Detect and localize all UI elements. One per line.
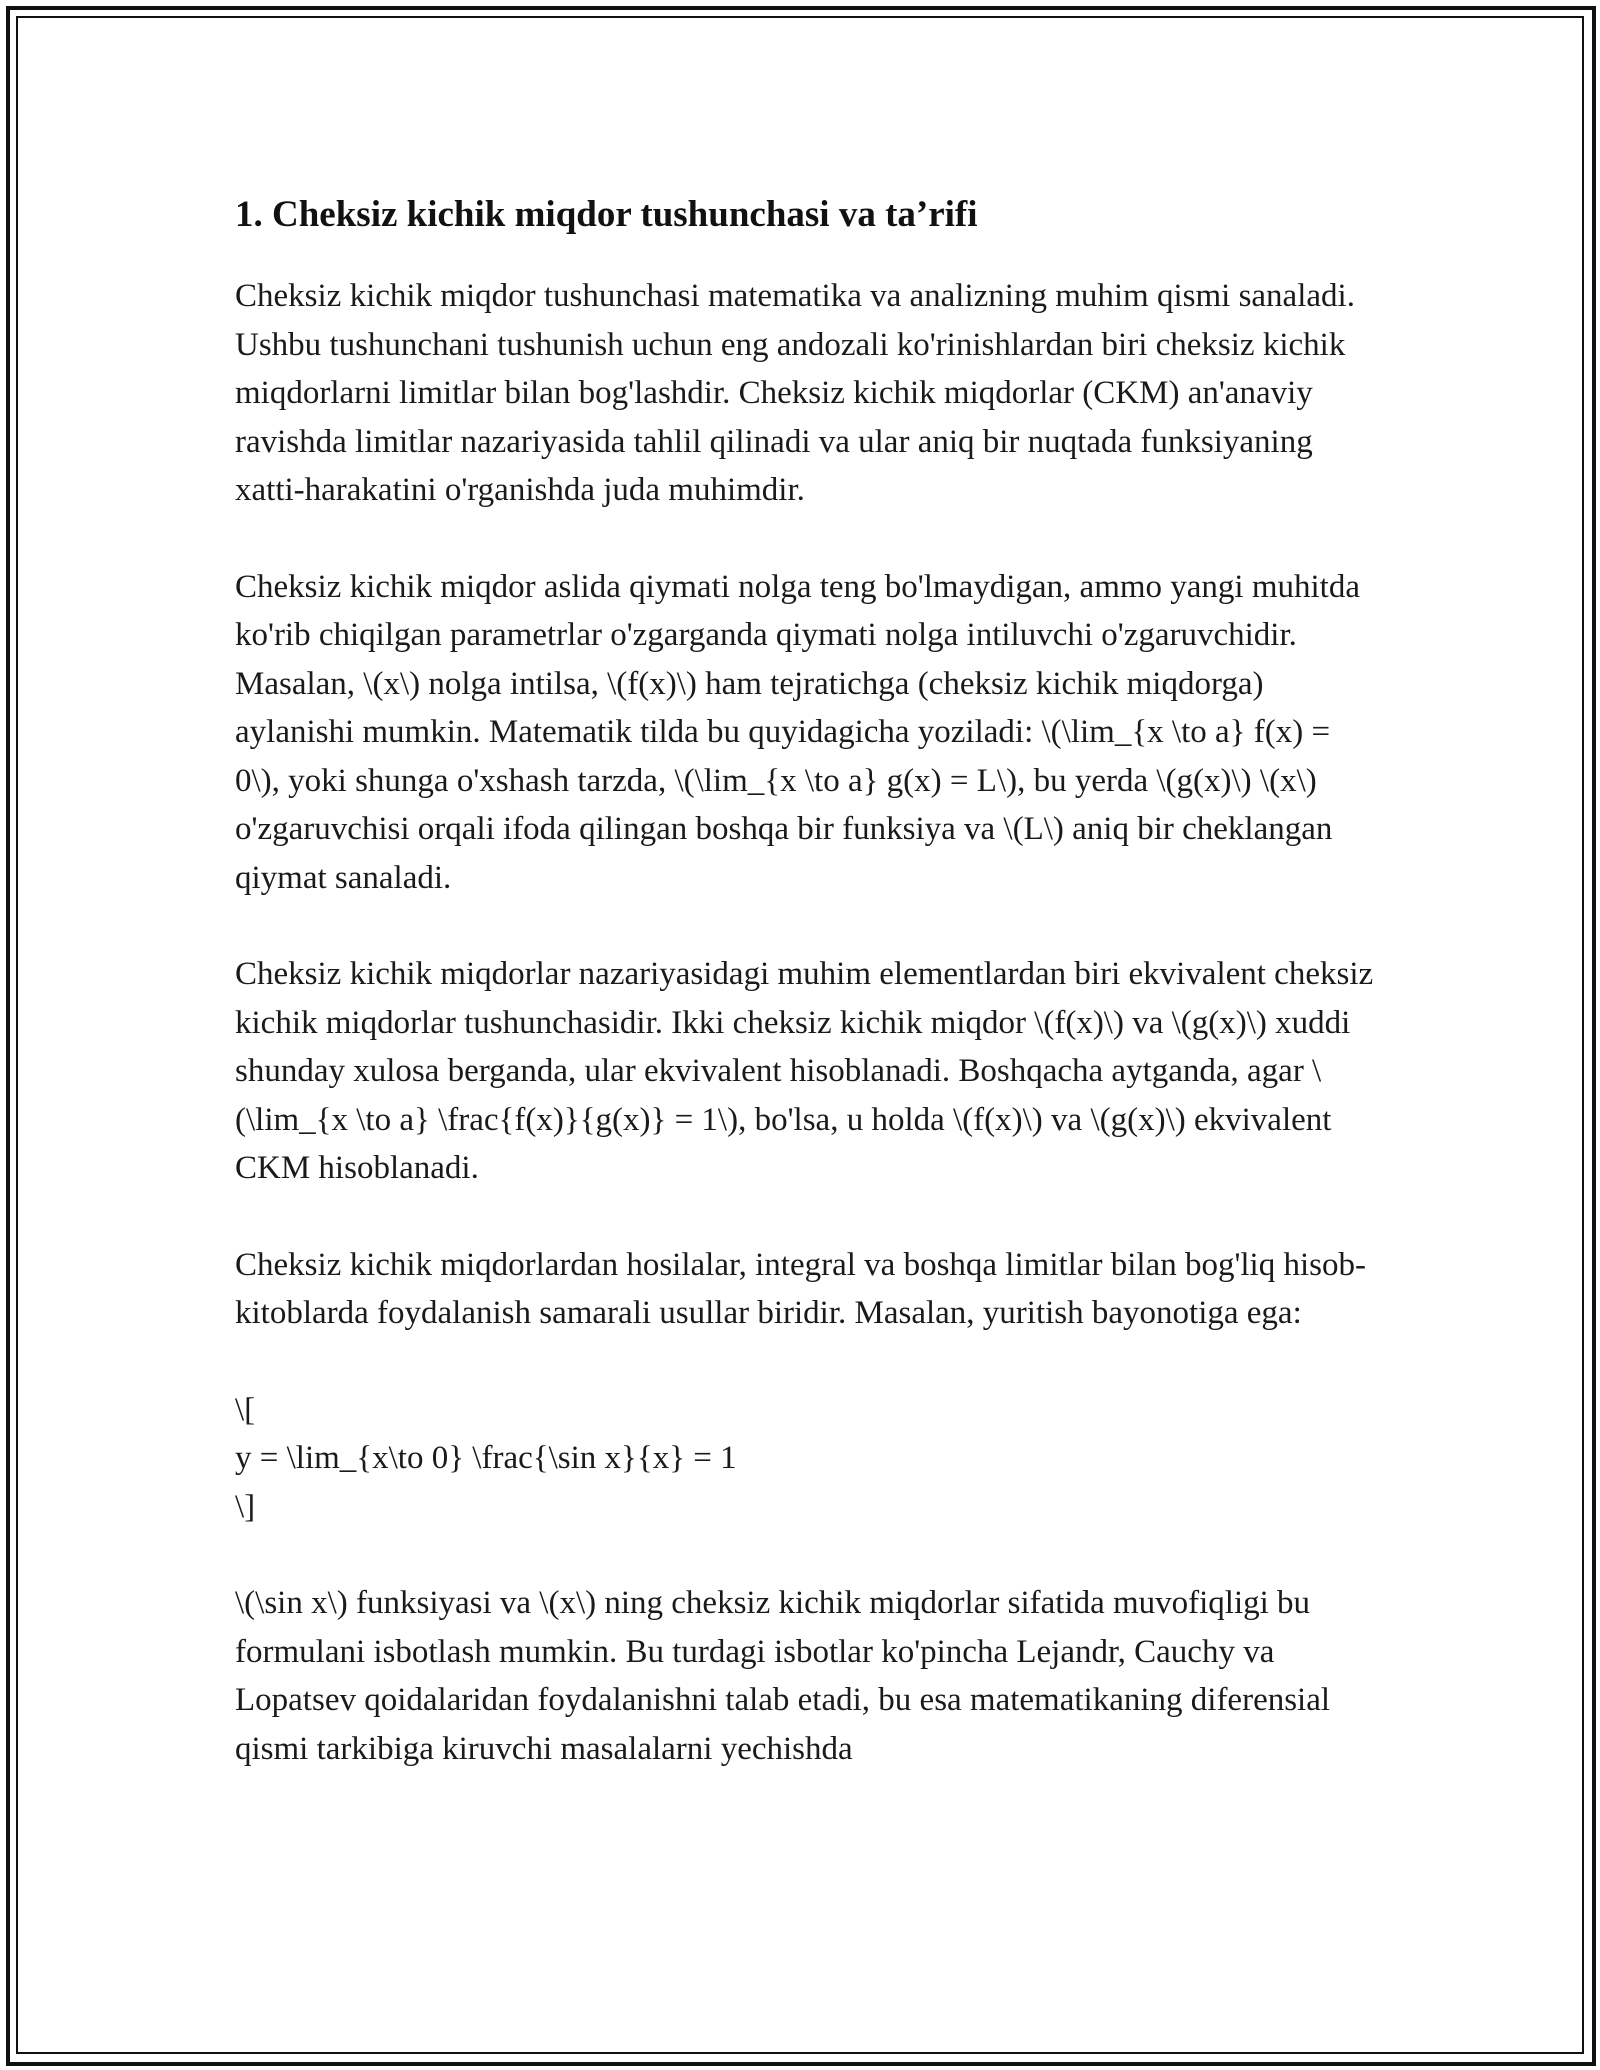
paragraph-usage: Cheksiz kichik miqdorlardan hosilalar, integral va boshqa limitlar bilan bog'liq hisob-kitoblarda foydalanish samarali usullar biridir. Masalan, yuritish bayonotiga ega: <box>235 1246 1366 1331</box>
document-body <box>235 190 1375 1821</box>
section-heading: 1. Cheksiz kichik miqdor tushunchasi va ta’rifi <box>235 194 978 235</box>
paragraph-definition: Cheksiz kichik miqdor aslida qiymati nolga teng bo'lmaydigan, ammo yangi muhitda ko'rib chiqilgan parametrlar o'zgarganda qiymati nolga intiluvchi o'zgaruvchidir. Masalan, \(x\) nolga intilsa, \(f(x)\) ham tejratichga (cheksiz kichik miqdorga) aylanishi mumkin. Matematik tilda bu quyidagicha yoziladi: \(\lim_{x \to a} f(x) = 0\), yoki shunga o'xshash tarzda, \(\lim_{x \to a} g(x) = L\), bu yerda \(g(x)\) \(x\) o'zgaruvchisi orqali ifoda qilingan boshqa bir funksiya va \(L\) aniq bir cheklangan qiymat sanaladi. <box>235 568 1360 896</box>
formula-body: y = \lim_{x\to 0} \frac{\sin x}{x} = 1 <box>235 1440 737 1476</box>
formula-close-delimiter: \] <box>235 1488 256 1525</box>
formula-open-delimiter: \[ <box>235 1391 256 1428</box>
display-formula <box>235 1386 1375 1532</box>
paragraph-intro: Cheksiz kichik miqdor tushunchasi matematika va analizning muhim qismi sanaladi. Ushbu tushunchani tushunish uchun eng andozali ko'rinishlardan biri cheksiz kichik miqdorlarni limitlar bilan bog'lashdir. Cheksiz kichik miqdorlar (CKM) an'anaviy ravishda limitlar nazariyasida tahlil qilinadi va ular aniq bir nuqtada funksiyaning xatti-harakatini o'rganishda juda muhimdir. <box>235 278 1355 508</box>
paragraph-proof: \(\sin x\) funksiyasi va \(x\) ning cheksiz kichik miqdorlar sifatida muvofiqligi bu formulani isbotlash mumkin. Bu turdagi isbotlar ko'pincha Lejandr, Cauchy va Lopatsev qoidalaridan foydalanishni talab etadi, bu esa matematikaning diferensial qismi tarkibiga kiruvchi masalalarni yechishda <box>235 1585 1331 1767</box>
paragraph-equivalence: Cheksiz kichik miqdorlar nazariyasidagi muhim elementlardan biri ekvivalent cheksiz kichik miqdorlar tushunchasidir. Ikki cheksiz kichik miqdor \(f(x)\) va \(g(x)\) xuddi shunday xulosa berganda, ular ekvivalent hisoblanadi. Boshqacha aytganda, agar \(\lim_{x \to a} \frac{f(x)}{g(x)} = 1\), bo'lsa, u holda \(f(x)\) va \(g(x)\) ekvivalent CKM hisoblanadi. <box>235 956 1374 1186</box>
